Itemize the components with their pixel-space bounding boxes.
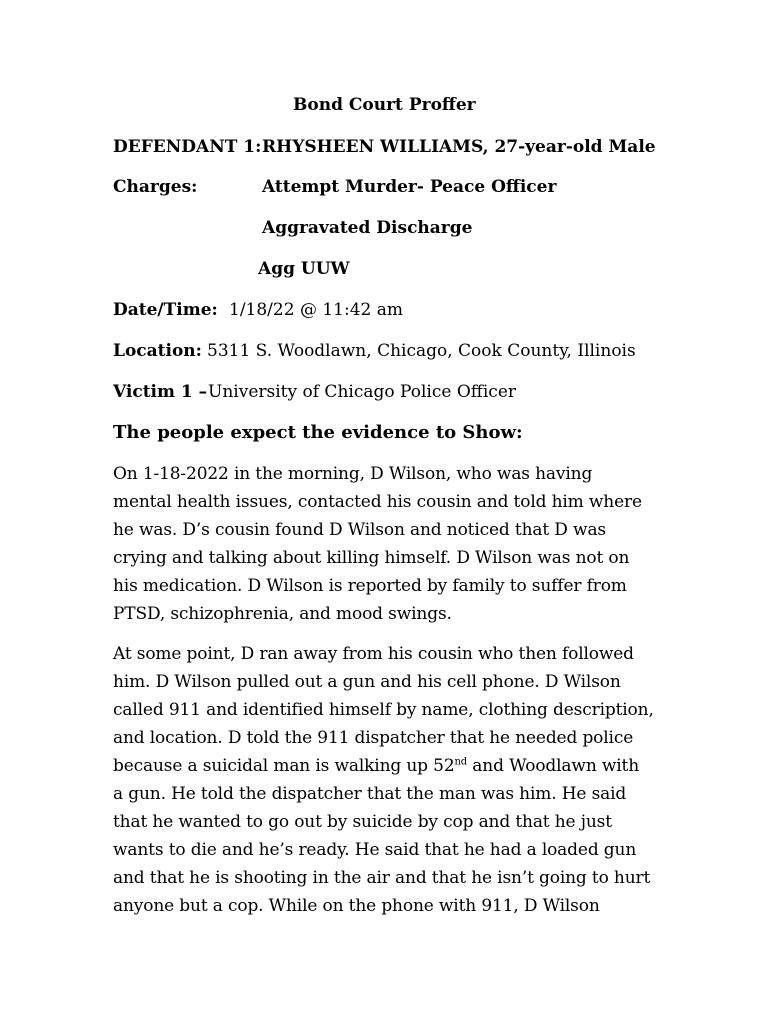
- victim-value: University of Chicago Police Officer: [208, 382, 517, 402]
- document-title: Bond Court Proffer: [293, 95, 476, 115]
- paragraph-line: that he wanted to go out by suicide by cop and that he just: [113, 812, 612, 832]
- paragraph-line: he was. D’s cousin found D Wilson and noticed that D was: [113, 520, 607, 540]
- paragraph-line: wants to die and he’s ready. He said that he had a loaded gun: [113, 840, 637, 860]
- paragraph-line: [113, 752, 673, 780]
- charge-item: Aggravated Discharge: [262, 218, 473, 238]
- paragraph-line: his medication. D Wilson is reported by family to suffer from: [113, 576, 627, 596]
- location-value: 5311 S. Woodlawn, Chicago, Cook County, Illinois: [207, 341, 636, 361]
- paragraph-line: called 911 and identified himself by name, clothing description,: [113, 700, 654, 720]
- paragraph-line: mental health issues, contacted his cousin and told him where: [113, 492, 642, 512]
- evidence-heading: The people expect the evidence to Show:: [113, 422, 523, 443]
- paragraph-line: and that he is shooting in the air and that he isn’t going to hurt: [113, 868, 651, 888]
- paragraph-2: [113, 640, 673, 920]
- paragraph-line: On 1-18-2022 in the morning, D Wilson, who was having: [113, 464, 593, 484]
- defendant-label: DEFENDANT 1:: [113, 137, 262, 157]
- charge-item: Attempt Murder- Peace Officer: [262, 177, 557, 197]
- paragraph-1: [113, 460, 673, 628]
- datetime-value: 1/18/22 @ 11:42 am: [229, 300, 403, 320]
- paragraph-line: PTSD, schizophrenia, and mood swings.: [113, 604, 452, 624]
- victim-label: Victim 1 –: [113, 382, 208, 402]
- location-label: Location:: [113, 341, 202, 361]
- ordinal-suffix: nd: [454, 756, 468, 768]
- paragraph-line: him. D Wilson pulled out a gun and his cell phone. D Wilson: [113, 672, 621, 692]
- paragraph-line: and location. D told the 911 dispatcher that he needed police: [113, 728, 634, 748]
- paragraph-line: crying and talking about killing himself. D Wilson was not on: [113, 548, 630, 568]
- paragraph-line: anyone but a cop. While on the phone with 911, D Wilson: [113, 896, 600, 916]
- datetime-label: Date/Time:: [113, 300, 218, 320]
- charge-item: Agg UUW: [258, 259, 350, 279]
- paragraph-line: a gun. He told the dispatcher that the man was him. He said: [113, 784, 627, 804]
- defendant-value: RHYSHEEN WILLIAMS, 27-year-old Male: [262, 137, 656, 157]
- paragraph-line-end: and Woodlawn with: [467, 756, 640, 776]
- paragraph-line: At some point, D ran away from his cousin who then followed: [113, 644, 634, 664]
- charges-label: Charges:: [113, 177, 198, 197]
- paragraph-line-start: because a suicidal man is walking up 52: [113, 756, 455, 776]
